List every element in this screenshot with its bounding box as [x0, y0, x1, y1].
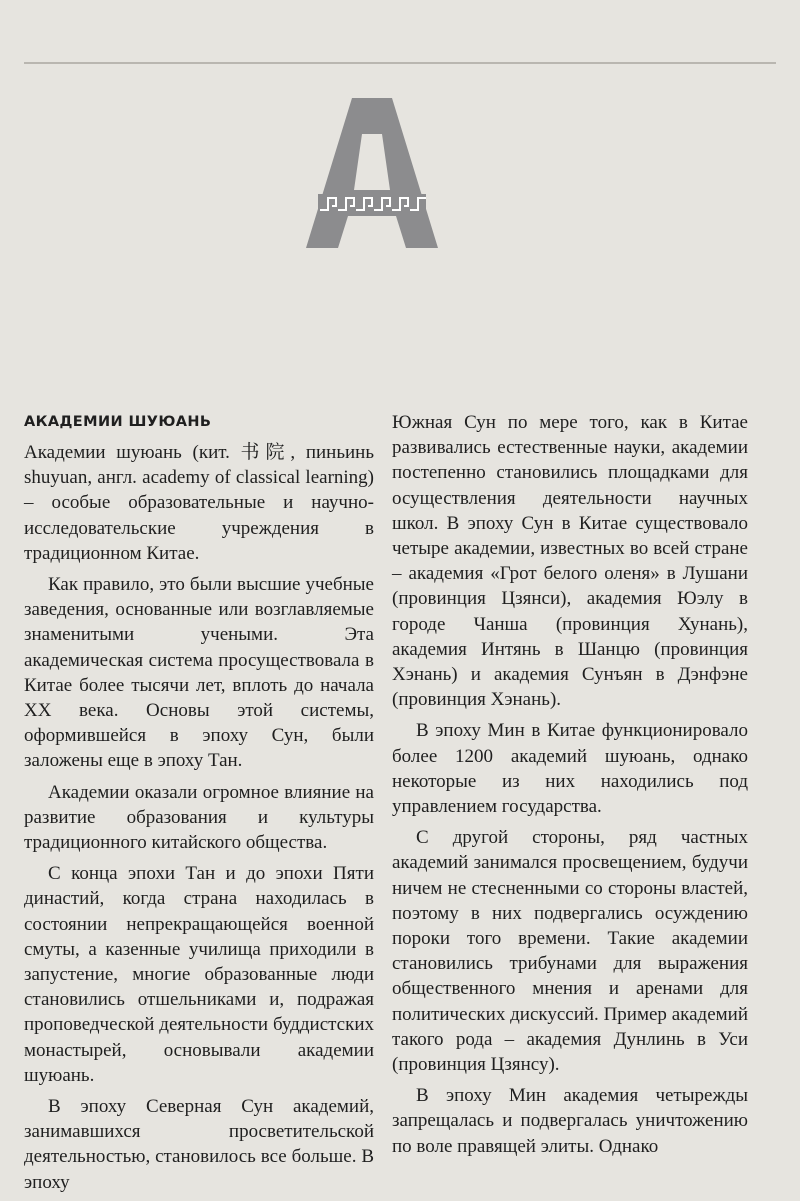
right-column — [392, 410, 748, 1165]
paragraph: В эпоху Северная Сун академий, занимавшихся просветительской деятельностью, становилось все больше. В эпоху — [24, 1096, 374, 1193]
paragraph: С конца эпохи Тан и до эпохи Пяти династий, когда страна находилась в состоянии непрекращающейся военной смуты, а казенные училища приходили в запустение, многие образованные люди становились отшельниками и, подражая проповедческой деятельности буддистских монастырей, основывали академии шуюань. — [24, 863, 374, 1086]
paragraph: С другой стороны, ряд частных академий занимался просвещением, будучи ничем не стесненными со стороны властей, поэтому в них подвергались осуждению пороки того времени. Такие академии становились трибунами для выражения общественного мнения и аренами для политических дискуссий. Пример академий такого рода – академия Дунлинь в Уси (провинция Цзянсу). — [392, 827, 748, 1076]
paragraph: Южная Сун по мере того, как в Китае развивались естественные науки, академии постепенно становились площадками для осуществления деятельности научных школ. В эпоху Сун в Китае существовало четыре академии, известных во всей стране – академия «Грот белого оленя» в Лушани (провинция Цзянси), академия Юэлу в городе Чанша (провинция Хунань), академия Интянь в Шанцю (провинция Хэнань) и академия Сунъян в Дэнфэне (провинция Хэнань). — [392, 412, 748, 711]
drop-cap-letter-a — [306, 98, 438, 248]
header-rule — [24, 62, 776, 64]
paragraph: Академии оказали огромное влияние на развитие образования и культуры традиционного китайского общества. — [24, 781, 374, 854]
greek-key-ornament — [318, 194, 426, 214]
section-heading: АКАДЕМИИ ШУЮАНЬ — [24, 414, 212, 430]
paragraph: Как правило, это были высшие учебные заведения, основанные или возглавляемые знаменитыми учеными. Эта академическая система просуществовала в Китае более тысячи лет, вплоть до начала XX века. Основы этой системы, оформившейся в эпоху Сун, были заложены еще в эпоху Тан. — [24, 574, 374, 772]
paragraph: В эпоху Мин академия четырежды запрещалась и подвергалась уничтожению по воле правящей элиты. Однако — [392, 1085, 748, 1157]
paragraph: В эпоху Мин в Китае функционировало более 1200 академий шуюань, однако некоторые из них находились под управлением государства. — [392, 720, 748, 818]
paragraph: Академии шуюань (кит. 书院, пиньинь shuyuan, англ. academy of classical learning) – особые образовательные и научно-исследовательские учреждения в традиционном Китае. — [24, 442, 374, 564]
left-column — [24, 410, 374, 1201]
